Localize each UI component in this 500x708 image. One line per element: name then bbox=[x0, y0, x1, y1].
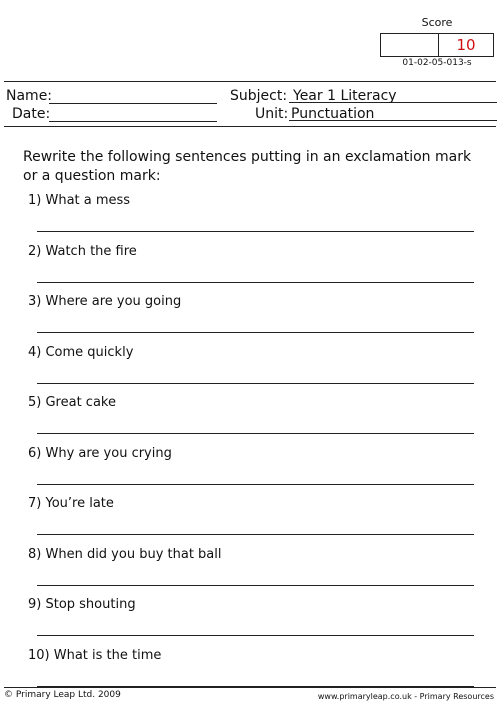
date-field[interactable] bbox=[49, 106, 217, 122]
question-10: 10) What is the time bbox=[28, 647, 162, 663]
answer-line-6[interactable] bbox=[37, 484, 474, 485]
date-label: Date: bbox=[12, 106, 51, 122]
name-field[interactable] bbox=[49, 88, 217, 104]
question-5: 5) Great cake bbox=[28, 395, 116, 410]
subject-value: Year 1 Literacy bbox=[289, 88, 497, 103]
footer-site: www.primaryleap.co.uk - Primary Resources bbox=[317, 692, 494, 701]
question-1: 1) What a mess bbox=[28, 193, 131, 208]
copyright: © Primary Leap Ltd. 2009 bbox=[4, 690, 121, 700]
question-9: 9) Stop shouting bbox=[28, 597, 136, 612]
answer-line-7[interactable] bbox=[37, 534, 474, 535]
subject-label: Subject: bbox=[230, 88, 288, 104]
score-value: 10 bbox=[456, 36, 476, 54]
answer-line-9[interactable] bbox=[37, 635, 474, 636]
sheet-code: 01-02-05-013-s bbox=[402, 58, 472, 68]
score-box bbox=[380, 33, 494, 57]
score-label: Score bbox=[421, 16, 453, 29]
name-label: Name: bbox=[6, 88, 53, 104]
answer-line-2[interactable] bbox=[37, 282, 474, 283]
question-3: 3) Where are you going bbox=[28, 294, 182, 309]
unit-value: Punctuation bbox=[289, 106, 497, 121]
answer-line-5[interactable] bbox=[37, 433, 474, 434]
unit-label: Unit: bbox=[255, 106, 289, 122]
question-2: 2) Watch the fire bbox=[28, 243, 137, 259]
question-4: 4) Come quickly bbox=[28, 344, 134, 360]
header-bottom-rule bbox=[4, 126, 496, 127]
question-8: 8) When did you buy that ball bbox=[28, 546, 222, 562]
answer-line-4[interactable] bbox=[37, 383, 474, 384]
answer-line-8[interactable] bbox=[37, 585, 474, 586]
answer-line-3[interactable] bbox=[37, 332, 474, 333]
question-6: 6) Why are you crying bbox=[28, 445, 172, 461]
answer-line-1[interactable] bbox=[37, 231, 474, 232]
footer-rule bbox=[4, 687, 496, 688]
header-top-rule bbox=[4, 81, 496, 82]
question-7: 7) You’re late bbox=[28, 496, 114, 511]
instructions: Rewrite the following sentences putting in an exclamation mark or a question mark: bbox=[23, 149, 472, 184]
